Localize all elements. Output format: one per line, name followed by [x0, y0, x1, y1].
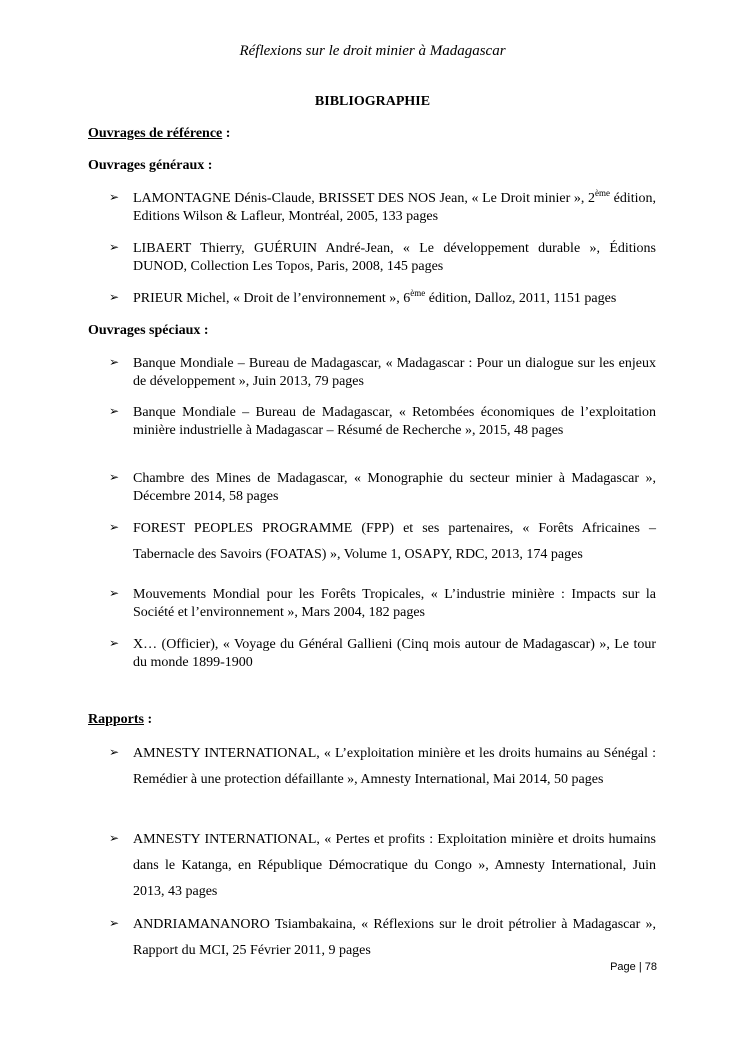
section-label: Ouvrages spéciaux : — [88, 323, 209, 338]
arrow-bullet-icon: ➢ — [109, 916, 120, 930]
section-label: Ouvrages de référence — [88, 126, 223, 141]
bibliography-entry — [109, 516, 656, 568]
entry-text: LIBAERT Thierry, GUÉRUIN André-Jean, « Le développement durable », Éditions DUNOD, Collection Les Topos, Paris, 2008, 145 pages — [133, 241, 656, 274]
entry-text: AMNESTY INTERNATIONAL, « L’exploitation minière et les droits humains au Sénégal : Remédier à une protection défaillante », Amnesty International, Mai 2014, 50 pages — [133, 746, 656, 787]
entry-text: Banque Mondiale – Bureau de Madagascar, « Madagascar : Pour un dialogue sur les enjeux de développement », Juin 2013, 79 pages — [133, 356, 656, 389]
arrow-bullet-icon: ➢ — [109, 290, 120, 304]
bibliography-entry — [109, 827, 656, 905]
entry-text: FOREST PEOPLES PROGRAMME (FPP) et ses partenaires, « Forêts Africaines – Tabernacle des Savoirs (FOATAS) », Volume 1, OSAPY, RDC, 2013, 174 pages — [133, 521, 656, 562]
section-label: Rapports — [88, 712, 145, 727]
arrow-bullet-icon: ➢ — [109, 831, 120, 845]
entry-text: X… (Officier), « Voyage du Général Gallieni (Cinq mois autour de Madagascar) », Le tour du monde 1899-1900 — [133, 637, 656, 670]
bibliography-entry — [109, 355, 656, 391]
bibliography-entry — [109, 586, 656, 622]
bibliography-entry — [109, 636, 656, 672]
running-header: Réflexions sur le droit minier à Madagascar — [239, 43, 506, 59]
entry-text: LAMONTAGNE Dénis-Claude, BRISSET DES NOS Jean, « Le Droit minier », 2 — [133, 191, 595, 206]
section-ouvrages-speciaux — [88, 323, 209, 339]
section-suffix: : — [144, 712, 153, 727]
bibliography-entry — [109, 470, 656, 506]
arrow-bullet-icon: ➢ — [109, 586, 120, 600]
entry-text-cont: édition, Editions Wilson & Lafleur, Montréal, 2005, 133 pages — [133, 191, 656, 224]
arrow-bullet-icon: ➢ — [109, 520, 120, 534]
arrow-bullet-icon: ➢ — [109, 470, 120, 484]
section-label: Ouvrages généraux : — [88, 158, 213, 173]
entry-text: Mouvements Mondial pour les Forêts Tropicales, « L’industrie minière : Impacts sur la Société et l’environnement », Mars 2004, 182 pages — [133, 587, 656, 620]
bibliography-entry — [109, 912, 656, 964]
bibliography-entry — [109, 240, 656, 276]
arrow-bullet-icon: ➢ — [109, 745, 120, 759]
entry-text: ANDRIAMANANORO Tsiambakaina, « Réflexions sur le droit pétrolier à Madagascar », Rapport du MCI, 25 Février 2011, 9 pages — [133, 917, 656, 958]
section-ouvrages-generaux — [88, 158, 212, 174]
entry-text: Chambre des Mines de Madagascar, « Monographie du secteur minier à Madagascar », Décembre 2014, 58 pages — [133, 471, 656, 504]
bibliography-entry — [109, 190, 656, 226]
superscript: ème — [594, 188, 610, 198]
page-title: BIBLIOGRAPHIE — [314, 94, 431, 109]
entry-text: PRIEUR Michel, « Droit de l’environnement », 6 — [133, 291, 411, 306]
arrow-bullet-icon: ➢ — [109, 355, 120, 369]
superscript: ème — [410, 288, 426, 298]
entry-text: AMNESTY INTERNATIONAL, « Pertes et profits : Exploitation minière et droits humains dans le Katanga, en République Démocratique du Congo », Amnesty International, Juin 2013, 43 pages — [133, 832, 656, 899]
bibliography-entry — [109, 290, 656, 308]
page-number: Page | 78 — [610, 961, 657, 973]
arrow-bullet-icon: ➢ — [109, 636, 120, 650]
entry-text: Banque Mondiale – Bureau de Madagascar, « Retombées économiques de l’exploitation minière industrielle à Madagascar – Résumé de Recherche », 2015, 48 pages — [133, 405, 656, 438]
section-ouvrages-reference — [88, 126, 230, 142]
section-rapports — [88, 712, 152, 728]
bibliography-entry — [109, 741, 656, 793]
arrow-bullet-icon: ➢ — [109, 404, 120, 418]
arrow-bullet-icon: ➢ — [109, 240, 120, 254]
section-suffix: : — [222, 126, 231, 141]
arrow-bullet-icon: ➢ — [109, 190, 120, 204]
entry-text-cont: édition, Dalloz, 2011, 1151 pages — [425, 291, 617, 306]
bibliography-entry — [109, 404, 656, 440]
